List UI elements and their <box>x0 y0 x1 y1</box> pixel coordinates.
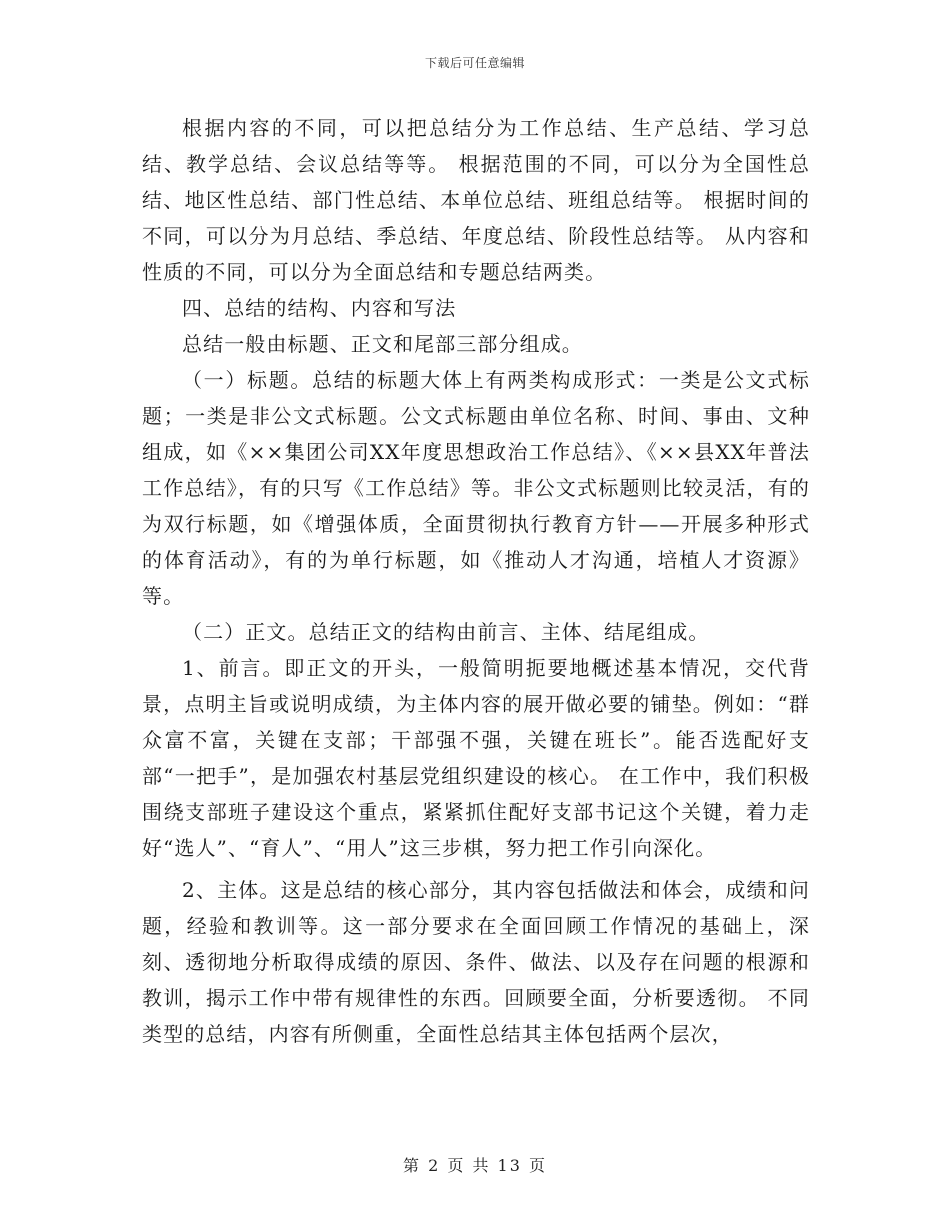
page-header: 下载后可任意编辑 <box>424 56 525 70</box>
page-footer: 第 2 页 共 13 页 <box>403 1156 547 1175</box>
paragraph-preface: 1、前言。即正文的开头，一般简明扼要地概述基本情况，交代背景，点明主旨或说明成绩，为主体内容的展开做必要的铺垫。例如：“群众富不富，关键在支部；干部强不强，关键在班长”。能否选配好支部“一把手”，是加强农村基层党组织建设的核心。 在工作中，我们积极围绕支部班子建设这个重点，紧紧抓住配好支部书记这个关键，着力走好“选人”、“育人”、“用人”这三步棋，努力把工作引向深化。 <box>142 656 810 860</box>
paragraph-composition: 总结一般由标题、正文和尾部三部分组成。 <box>182 332 583 356</box>
paragraph-title-section: （一）标题。总结的标题大体上有两类构成形式：一类是公文式标题；一类是非公文式标题。公文式标题由单位名称、时间、事由、文种组成，如《××集团公司XX年度思想政治工作总结》、《××县XX年普法工作总结》，有的只写《工作总结》等。非公文式标题则比较灵活，有的为双行标题，如《增强体质，全面贯彻执行教育方针——开展多种形式的体育活动》，有的为单行标题，如《推动人才沟通，培植人才资源》等。 <box>142 368 810 608</box>
paragraph-main-body: 2、主体。这是总结的核心部分，其内容包括做法和体会，成绩和问题，经验和教训等。这一部分要求在全面回顾工作情况的基础上，深刻、透彻地分析取得成绩的原因、条件、做法、以及存在问题的根源和教训，揭示工作中带有规律性的东西。回顾要全面，分析要透彻。 不同类型的总结，内容有所侧重，全面性总结其主体包括两个层次， <box>142 878 810 1046</box>
section-heading: 四、总结的结构、内容和写法 <box>182 296 457 320</box>
paragraph-classification: 根据内容的不同，可以把总结分为工作总结、生产总结、学习总结、教学总结、会议总结等等。 根据范围的不同，可以分为全国性总结、地区性总结、部门性总结、本单位总结、班组总结等。 根据时间的不同，可以分为月总结、季总结、年度总结、阶段性总结等。 从内容和性质的不同，可以分为全面总结和专题总结两类。 <box>142 116 810 284</box>
document-body <box>142 110 810 1052</box>
paragraph-body-section: （二）正文。总结正文的结构由前言、主体、结尾组成。 <box>182 620 710 644</box>
